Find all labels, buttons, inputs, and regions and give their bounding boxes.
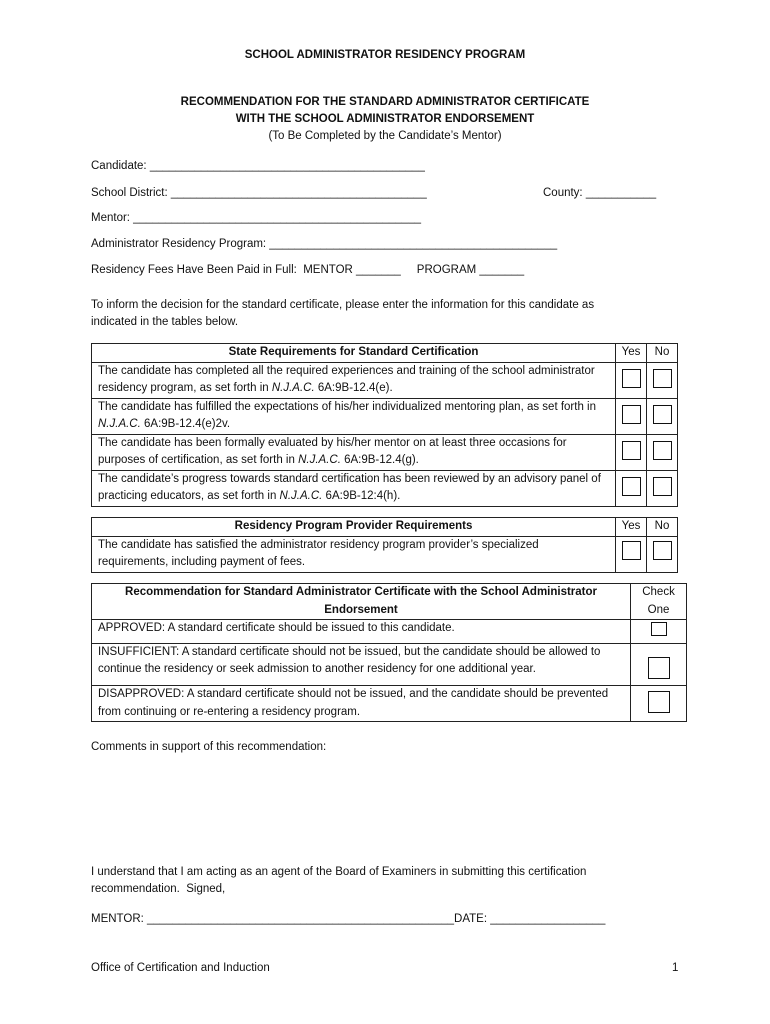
no-checkbox[interactable] (653, 405, 672, 424)
yes-checkbox[interactable] (622, 405, 641, 424)
insufficient-option-text: INSUFFICIENT: A standard certificate should not be issued, but the candidate should be allowed to continue the residency or seek admission to another residency for one additional year. (92, 643, 631, 686)
subtitle-line-2: WITH THE SCHOOL ADMINISTRATOR ENDORSEMENT (235, 113, 535, 125)
table-row (92, 362, 678, 398)
candidate-field[interactable]: Candidate: ___________________________________________ (91, 160, 425, 172)
table-header-row (92, 584, 687, 620)
footer-office: Office of Certification and Induction (91, 962, 270, 974)
table-header-row (92, 518, 678, 537)
no-checkbox[interactable] (653, 441, 672, 460)
intro-line-1: To inform the decision for the standard certificate, please enter the information for this candidate as (91, 299, 595, 311)
provider-requirements-header: Residency Program Provider Requirements (92, 518, 616, 537)
recommendation-header: Recommendation for Standard Administrator Certificate with the School Administrator Endorsement (92, 584, 631, 620)
mentor-signature-date-field[interactable]: MENTOR: ________________________________________________DATE: __________________ (91, 913, 606, 925)
no-header: No (647, 518, 678, 537)
residency-program-field[interactable]: Administrator Residency Program: _____________________________________________ (91, 238, 558, 250)
table-row (92, 620, 687, 644)
requirement-text: The candidate has fulfilled the expectations of his/her individualized mentoring plan, as set forth in N.J.A.C. 6A:9B-12.4(e)2v. (92, 398, 616, 434)
table-row (92, 398, 678, 434)
yes-header: Yes (616, 344, 647, 363)
subtitle-line-1: RECOMMENDATION FOR THE STANDARD ADMINISTRATOR CERTIFICATE (180, 96, 590, 108)
fees-field[interactable]: Residency Fees Have Been Paid in Full: MENTOR _______ PROGRAM _______ (91, 264, 525, 276)
state-requirements-header: State Requirements for Standard Certification (92, 344, 616, 363)
no-header: No (647, 344, 678, 363)
disapproved-option-text: DISAPPROVED: A standard certificate should not be issued, and the candidate should be prevented from continuing or re-entering a residency program. (92, 686, 631, 722)
disapproved-checkbox[interactable] (648, 691, 670, 713)
mentor-field[interactable]: Mentor: _____________________________________________ (91, 212, 421, 224)
agent-statement-line-1: I understand that I am acting as an agent of the Board of Examiners in submitting this certification (91, 866, 587, 878)
requirement-text: The candidate has satisfied the administrator residency program provider’s specialized requirements, including payment of fees. (92, 536, 616, 572)
requirement-text: The candidate has completed all the required experiences and training of the school administrator residency program, as set forth in N.J.A.C. 6A:9B-12.4(e). (92, 362, 616, 398)
approved-option-text: APPROVED: A standard certificate should be issued to this candidate. (92, 620, 631, 644)
recommendation-table (91, 583, 687, 722)
no-checkbox[interactable] (653, 369, 672, 388)
table-row (92, 536, 678, 572)
state-requirements-table (91, 343, 678, 507)
intro-line-2: indicated in the tables below. (91, 316, 239, 328)
page-number: 1 (672, 962, 679, 974)
check-one-header: Check One (631, 584, 687, 620)
county-field[interactable]: County: ___________ (543, 187, 657, 199)
yes-checkbox[interactable] (622, 441, 641, 460)
comments-area[interactable] (91, 760, 681, 855)
yes-header: Yes (616, 518, 647, 537)
comments-label: Comments in support of this recommendation: (91, 741, 327, 753)
no-checkbox[interactable] (653, 541, 672, 560)
no-checkbox[interactable] (653, 477, 672, 496)
provider-requirements-table (91, 517, 678, 573)
document-title: SCHOOL ADMINISTRATOR RESIDENCY PROGRAM (244, 49, 526, 61)
requirement-text: The candidate’s progress towards standard certification has been reviewed by an advisory panel of practicing educators, as set forth in N.J.A.C. 6A:9B-12:4(h). (92, 470, 616, 506)
yes-checkbox[interactable] (622, 369, 641, 388)
table-header-row (92, 344, 678, 363)
requirement-text: The candidate has been formally evaluated by his/her mentor on at least three occasions for purposes of certification, as set forth in N.J.A.C. 6A:9B-12.4(g). (92, 434, 616, 470)
school-district-field[interactable]: School District: ________________________________________ (91, 187, 427, 199)
subtitle-line-3: (To Be Completed by the Candidate’s Mentor) (268, 130, 502, 142)
agent-statement-line-2: recommendation. Signed, (91, 883, 226, 895)
yes-checkbox[interactable] (622, 477, 641, 496)
approved-checkbox[interactable] (651, 622, 667, 636)
table-row (92, 686, 687, 722)
table-row (92, 434, 678, 470)
table-row (92, 643, 687, 686)
yes-checkbox[interactable] (622, 541, 641, 560)
insufficient-checkbox[interactable] (648, 657, 670, 679)
table-row (92, 470, 678, 506)
